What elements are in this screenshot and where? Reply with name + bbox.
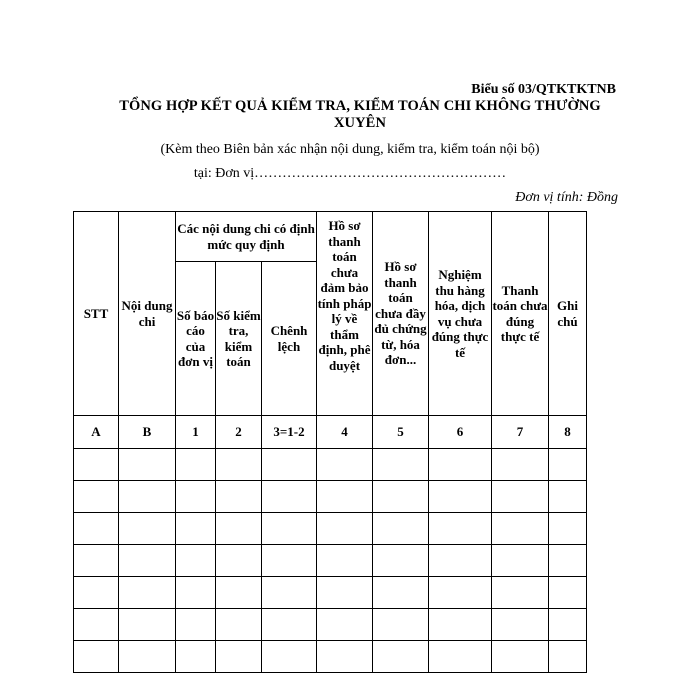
table-row [74, 513, 587, 545]
column-code: 7 [492, 416, 549, 449]
column-code: 8 [549, 416, 587, 449]
document-subtitle: (Kèm theo Biên bản xác nhận nội dung, kiểm tra, kiểm toán nội bộ) [160, 142, 540, 157]
header-content: Nội dung chi [119, 212, 176, 416]
document-location: tại: Đơn vị……………………………………………… [193, 166, 507, 181]
header-regulated-group: Các nội dung chi có định mức quy định [176, 212, 317, 262]
header-note: Ghi chú [549, 212, 587, 416]
header-difference: Chênh lệch [262, 262, 317, 416]
column-code: B [119, 416, 176, 449]
header-stt: STT [74, 212, 119, 416]
column-code: 6 [429, 416, 492, 449]
header-acceptance: Nghiệm thu hàng hóa, dịch vụ chưa đúng thực tế [429, 212, 492, 416]
header-legal-docs: Hồ sơ thanh toán chưa đảm bảo tính pháp lý về thẩm định, phê duyệt [317, 212, 373, 416]
header-audited-amount: Số kiểm tra, kiểm toán [216, 262, 262, 416]
column-code: 1 [176, 416, 216, 449]
audit-summary-table [73, 211, 587, 673]
table-row [74, 609, 587, 641]
table-row [74, 449, 587, 481]
currency-unit: Đơn vị tính: Đồng [515, 190, 618, 205]
header-row-1 [74, 212, 587, 262]
table-row [74, 481, 587, 513]
table-row [74, 577, 587, 609]
header-payment: Thanh toán chưa đúng thực tế [492, 212, 549, 416]
form-code: Biểu số 03/QTKTKTNB [471, 82, 616, 97]
document-title: TỔNG HỢP KẾT QUẢ KIỂM TRA, KIỂM TOÁN CHI KHÔNG THƯỜNG XUYÊN [119, 98, 601, 131]
table-row [74, 641, 587, 673]
header-incomplete-docs: Hồ sơ thanh toán chưa đầy đủ chứng từ, hóa đơn... [373, 212, 429, 416]
column-code: 5 [373, 416, 429, 449]
header-reported-amount: Số báo cáo của đơn vị [176, 262, 216, 416]
column-code-row [74, 416, 587, 449]
table-row [74, 545, 587, 577]
column-code: 3=1-2 [262, 416, 317, 449]
column-code: 4 [317, 416, 373, 449]
column-code: A [74, 416, 119, 449]
column-code: 2 [216, 416, 262, 449]
